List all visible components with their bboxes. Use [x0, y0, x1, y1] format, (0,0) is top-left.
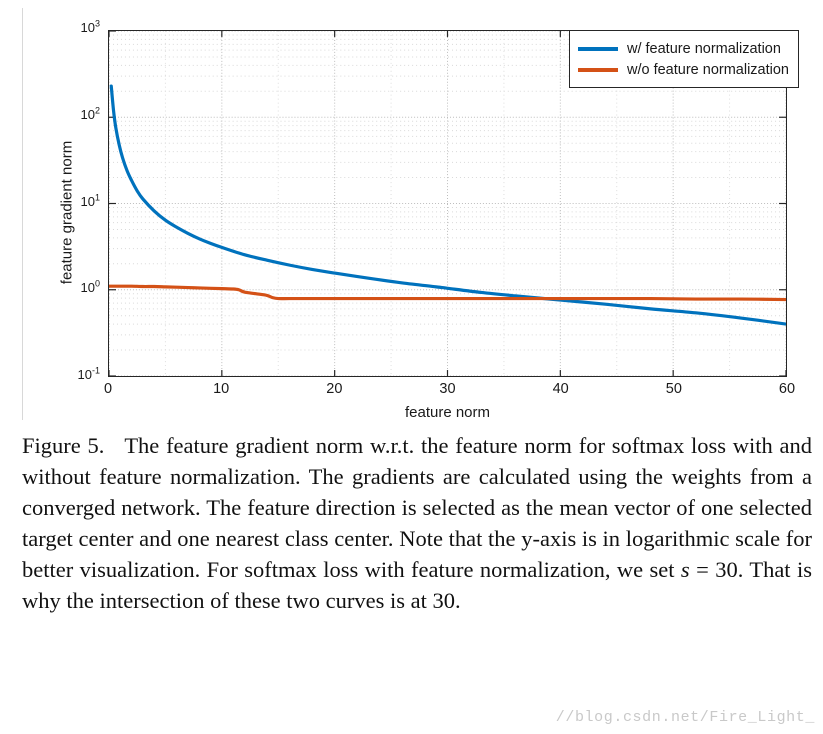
x-axis-label: feature norm — [404, 404, 491, 421]
caption-math-s: s — [680, 557, 690, 583]
y-axis-label: feature gradient norm — [58, 140, 76, 285]
caption-label: Figure 5. — [22, 433, 105, 458]
watermark-text: //blog.csdn.net/Fire_Light_ — [555, 709, 815, 726]
figure-panel — [22, 8, 801, 420]
y-tick-label: $10^1$ — [80, 192, 100, 209]
caption-text-a: The feature gradient norm w.r.t. the feature norm for softmax loss with and without feature normalization. The gradients are calculated using the weights from a converged network. The feature direction is selected as the mean vector of one selected target center and one nearest class center. Note that the y-axis is in logarithmic scale for better visualization. For softmax loss with feature normalization, we set — [22, 433, 813, 583]
legend-entry — [578, 59, 789, 80]
caption-gap — [111, 433, 124, 458]
legend-entry — [578, 38, 789, 59]
x-tick-label: 50 — [665, 381, 682, 397]
legend-color-swatch — [578, 47, 618, 51]
x-tick-label: 20 — [326, 381, 343, 397]
x-tick-label: 10 — [213, 381, 230, 397]
x-tick-label: 0 — [103, 381, 113, 397]
x-tick-label: 60 — [778, 381, 796, 397]
y-tick-label: $10^3$ — [80, 18, 100, 35]
x-tick-label: 40 — [552, 381, 569, 397]
legend-label: w/o feature normalization — [627, 61, 789, 78]
legend-label: w/ feature normalization — [627, 40, 781, 57]
x-tick-label: 30 — [439, 381, 456, 397]
caption-math-value: 30 — [715, 557, 738, 583]
legend-color-swatch — [578, 68, 618, 72]
caption-math-eq: = — [689, 557, 716, 583]
chart-legend — [569, 30, 799, 88]
y-tick-label: $10^{-1}$ — [77, 365, 100, 382]
caption-text-b: . That is why the intersection of these two curves is at 30. — [22, 557, 812, 614]
figure-caption — [22, 430, 812, 616]
y-tick-label: $10^0$ — [80, 278, 100, 296]
y-tick-label: $10^2$ — [80, 105, 100, 122]
